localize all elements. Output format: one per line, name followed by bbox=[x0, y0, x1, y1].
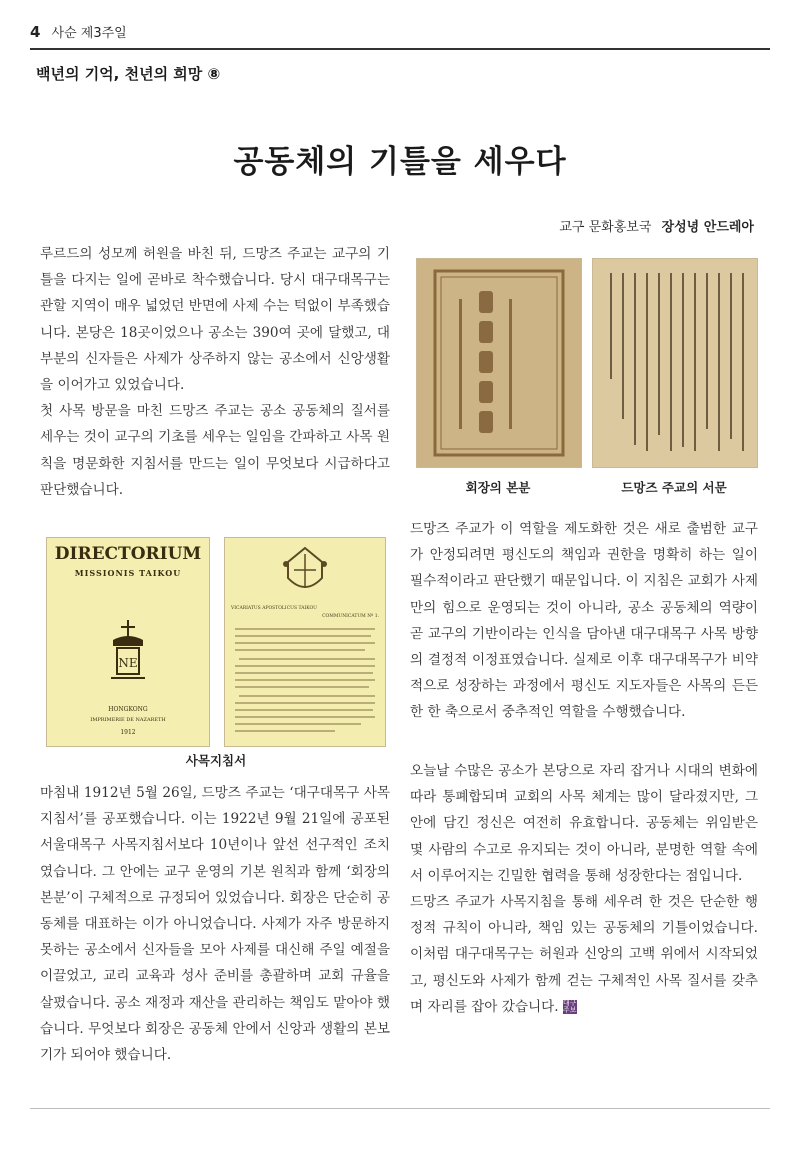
author-name: 장성녕 안드레아 bbox=[661, 220, 754, 235]
cover-printer: IMPRIMERIE DE NAZARETH bbox=[90, 717, 166, 723]
paragraph: 루르드의 성모께 허원을 바친 뒤, 드망즈 주교는 교구의 기틀을 다지는 일에 곧바로 착수했습니다. 당시 대구대목구는 관할 지역이 매우 넓었던 반면에 사제 수는 턱없이 부족했습니다. 본당은 18곳이었으나 공소는 390여 곳에 달했고, 대부분의 신자들은 사제가 상주하지 않는 공소에서 신앙생활을 이어가고 있었습니다. bbox=[40, 246, 390, 394]
figure-caption: 드망즈 주교의 서문 bbox=[621, 480, 727, 495]
page-heading-left: VICARIATUS APOSTOLICUS TAIKOU bbox=[231, 606, 317, 611]
figure-caption: 사목지침서 bbox=[185, 753, 247, 768]
body-text-right-bottom bbox=[410, 758, 758, 1020]
cross-emblem-icon bbox=[103, 618, 153, 684]
paragraph: 드망즈 주교가 이 역할을 제도화한 것은 새로 출범한 교구가 안정되려면 평신도의 책임과 권한을 명확히 하는 일이 필수적이라고 판단했기 때문입니다. 이 지침은 교회가 사제만의 힘으로 운영되는 것이 아니라, 공소 공동체의 역량이 곧 교구의 기반이라는 인식을 담아낸 대구대목구 사목 방향의 결정적 이정표였습니다. 실제로 이후 대구대목구가 비약적으로 성장하는 과정에서 평신도 지도자들은 사목의 든든한 한 축으로서 중추적인 역할을 수행했습니다. bbox=[410, 521, 758, 721]
cover-title: DIRECTORIUM bbox=[54, 544, 202, 564]
page-number: 4 bbox=[30, 23, 41, 41]
preface-image bbox=[592, 258, 758, 468]
paragraph-text: 드망즈 주교가 사목지침을 통해 세우려 한 것은 단순한 행정적 규칙이 아니라, 책임 있는 공동체의 기틀이었습니다. 이처럼 대구대목구는 허원과 신앙의 고백 위에서 시작되었고, 평신도와 사제가 함께 걷는 구체적인 사목 질서를 갖추며 자리를 잡아 갔습니다. bbox=[410, 894, 758, 1015]
body-text-left-bottom bbox=[40, 780, 390, 1068]
byline bbox=[559, 216, 754, 235]
directory-cover-image bbox=[46, 537, 210, 747]
page-heading-right: COMMUNICATUM Nº 1. bbox=[322, 614, 379, 619]
manuscript-text-drawing bbox=[593, 259, 757, 467]
figure-manuscripts bbox=[416, 258, 756, 498]
figure-caption: 회장의 본분 bbox=[465, 480, 531, 495]
body-text-left-top bbox=[40, 241, 390, 503]
page-header bbox=[30, 22, 770, 48]
manuscript-cover-drawing bbox=[417, 259, 581, 467]
paragraph: 오늘날 수많은 공소가 본당으로 자리 잡거나 시대의 변화에 따라 통폐합되며 교회의 사목 체계는 많이 달라졌지만, 그 안에 담긴 정신은 여전히 유효합니다. 공동체는 위임받은 몇 사람의 수고로 유지되는 것이 아니라, 분명한 역할 속에서 이루어지는 긴밀한 협력을 통해 성장한다는 점입니다. bbox=[410, 763, 758, 884]
leader-manual-image bbox=[416, 258, 582, 468]
coat-of-arms-icon bbox=[280, 544, 330, 600]
paragraph bbox=[410, 889, 758, 1020]
section-label: 사순 제3주일 bbox=[51, 26, 127, 41]
paragraph: 첫 사목 방문을 마친 드망즈 주교는 공소 공동체의 질서를 세우는 것이 교구의 기초를 세우는 일임을 간파하고 사목 원칙을 명문화한 지침서를 만드는 일이 무엇보다 시급하다고 판단했습니다. bbox=[40, 403, 390, 498]
end-mark-icon: 대구 주보 bbox=[562, 999, 577, 1015]
author-department: 교구 문화홍보국 bbox=[559, 220, 652, 235]
header-rule bbox=[30, 48, 770, 50]
cover-year: 1912 bbox=[120, 729, 136, 736]
paragraph: 마침내 1912년 5월 26일, 드망즈 주교는 ‘대구대목구 사목지침서’를 공포했습니다. 이는 1922년 9월 21일에 공포된 서울대목구 사목지침서보다 10년이나 앞선 선구적인 조치였습니다. 그 안에는 교구 운영의 기본 원칙과 함께 ‘회장의 본분’이 구체적으로 규정되어 있었습니다. 회장은 단순히 공동체를 대표하는 이가 아니었습니다. 사제가 자주 방문하지 못하는 공소에서 신자들을 모아 사제를 대신해 주일 예절을 이끌었고, 교리 교육과 성사 준비를 총괄하며 교회 규율을 살폈습니다. 공소 재정과 재산을 관리하는 책임도 맡아야 했습니다. 무엇보다 회장은 공동체 안에서 신앙과 생활의 본보기가 되어야 했습니다. bbox=[40, 785, 390, 1064]
svg-text:NE: NE bbox=[118, 656, 138, 670]
series-title: 백년의 기억, 천년의 희망 ⑧ bbox=[36, 65, 221, 83]
cover-place: HONGKONG bbox=[108, 706, 148, 713]
directory-page-image bbox=[224, 537, 386, 747]
cover-subtitle: MISSIONIS TAIKOU bbox=[74, 568, 182, 578]
article-title: 공동체의 기틀을 세우다 bbox=[233, 144, 567, 180]
body-text-right-top bbox=[410, 516, 758, 726]
figure-directory bbox=[46, 537, 386, 769]
footer-rule bbox=[30, 1108, 770, 1109]
